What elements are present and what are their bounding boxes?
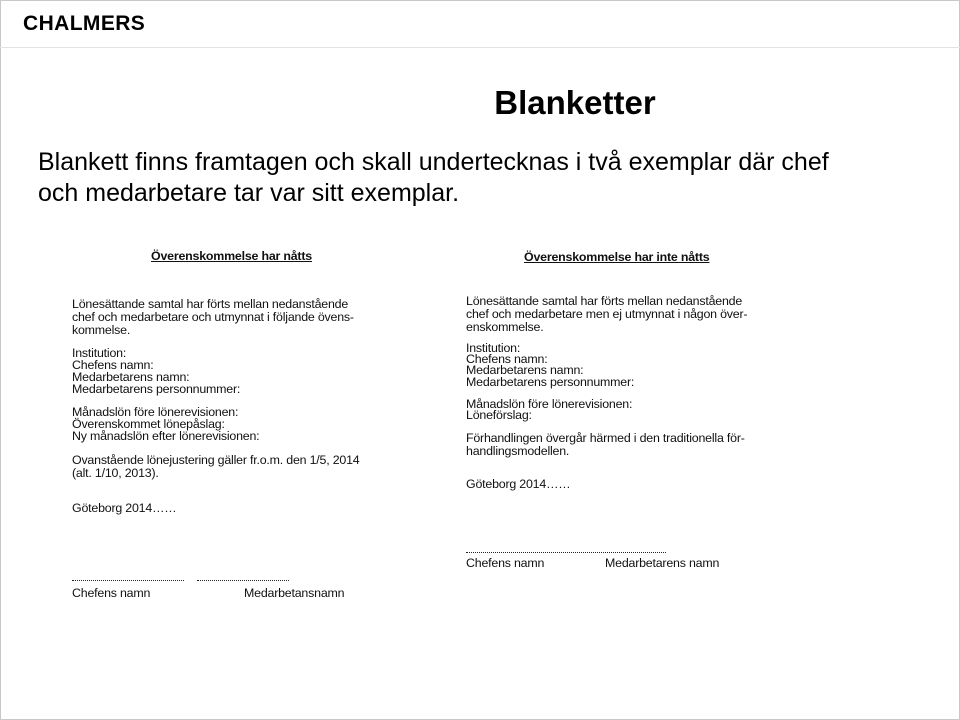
form-left-sig-chef: Chefens namn bbox=[72, 586, 151, 600]
chalmers-logo: CHALMERS bbox=[23, 12, 146, 35]
form-left-place-date: Göteborg 2014…… bbox=[72, 501, 177, 515]
form-left-field: Institution: bbox=[72, 346, 127, 360]
form-left-field: Överenskommet lönepåslag: bbox=[72, 417, 225, 431]
form-left-field: Ny månadslön efter lönerevisionen: bbox=[72, 429, 260, 443]
signature-line-left bbox=[72, 580, 184, 581]
form-right-field: Löneförslag: bbox=[466, 408, 532, 422]
form-right-sig-employee: Medarbetarens namn bbox=[605, 556, 720, 570]
form-right-place-date: Göteborg 2014…… bbox=[466, 477, 571, 491]
form-right-field: Institution: bbox=[466, 341, 521, 355]
body-line-2: och medarbetare tar var sitt exemplar. bbox=[38, 179, 460, 207]
slide-title bbox=[0, 84, 960, 122]
body-line-1: Blankett finns framtagen och skall undertecknas i två exemplar där chef bbox=[38, 148, 829, 176]
form-right-heading: Överenskommelse har inte nåtts bbox=[524, 250, 710, 264]
form-right-negotiation: Förhandlingen övergår härmed i den traditionella för- handlingsmodellen. bbox=[466, 431, 745, 458]
form-right-field: Medarbetarens personnummer: bbox=[466, 375, 635, 389]
form-left-heading: Överenskommelse har nåtts bbox=[151, 249, 312, 263]
form-left-field: Månadslön före lönerevisionen: bbox=[72, 405, 239, 419]
form-left-intro: Lönesättande samtal har förts mellan nedanstående chef och medarbetare och utmynnat i följande övens- kommelse. bbox=[72, 297, 354, 337]
slide-body-text bbox=[38, 147, 938, 209]
signature-line bbox=[466, 552, 666, 553]
form-right-field: Chefens namn: bbox=[466, 352, 548, 366]
form-right-intro: Lönesättande samtal har förts mellan nedanstående chef och medarbetare men ej utmynnat i någon över- enskommelse. bbox=[466, 294, 748, 334]
form-right-field: Medarbetarens namn: bbox=[466, 363, 584, 377]
form-left-field: Chefens namn: bbox=[72, 358, 154, 372]
form-right-field: Månadslön före lönerevisionen: bbox=[466, 397, 633, 411]
form-left-field: Medarbetarens personnummer: bbox=[72, 382, 241, 396]
form-right-sig-chef: Chefens namn bbox=[466, 556, 545, 570]
slide-title-text: Blanketter bbox=[494, 84, 656, 121]
signature-line-right bbox=[197, 580, 289, 581]
form-left-sig-employee: Medarbetansnamn bbox=[244, 586, 345, 600]
form-left-validity: Ovanstående lönejustering gäller fr.o.m. den 1/5, 2014 (alt. 1/10, 2013). bbox=[72, 453, 360, 480]
header-divider bbox=[0, 47, 960, 48]
form-left-field: Medarbetarens namn: bbox=[72, 370, 190, 384]
